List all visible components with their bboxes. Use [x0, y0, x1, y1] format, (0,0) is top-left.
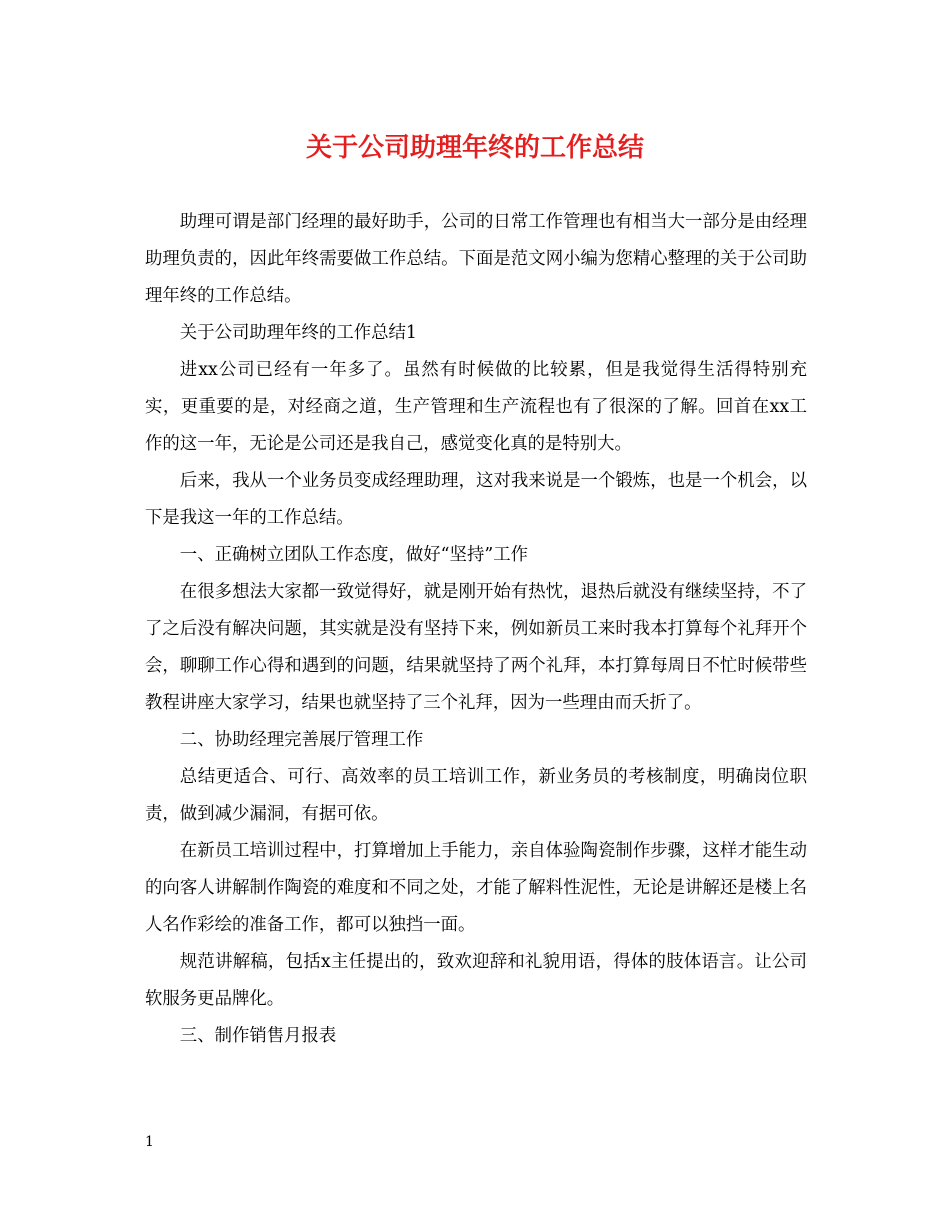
body-paragraph: 在很多想法大家都一致觉得好，就是刚开始有热忱，退热后就没有继续坚持，不了了之后没有解决问题，其实就是没有坚持下来，例如新员工来时我本打算每个礼拜开个会，聊聊工作心得和遇到的问题，结果就坚持了两个礼拜，本打算每周日不忙时候带些教程讲座大家学习，结果也就坚持了三个礼拜，因为一些理由而夭折了。 [145, 582, 807, 713]
document-title: 关于公司助理年终的工作总结 [305, 133, 644, 163]
section-heading-3: 三、制作销售月报表 [179, 1026, 337, 1046]
page-number: 1 [145, 1134, 154, 1150]
body-paragraph: 后来，我从一个业务员变成经理助理，这对我来说是一个锻炼，也是一个机会，以下是我这一年的工作总结。 [145, 471, 807, 528]
body-paragraph: 进xx公司已经有一年多了。虽然有时候做的比较累，但是我觉得生活得特别充实，更重要的是，对经商之道，生产管理和生产流程也有了很深的了解。回首在xx工作的这一年，无论是公司还是我自己，感觉变化真的是特别大。 [145, 360, 807, 454]
document-body [145, 204, 807, 1055]
intro-paragraph: 助理可谓是部门经理的最好助手，公司的日常工作管理也有相当大一部分是由经理助理负责的，因此年终需要做工作总结。下面是范文网小编为您精心整理的关于公司助理年终的工作总结。 [145, 212, 807, 306]
body-paragraph: 规范讲解稿，包括x主任提出的，致欢迎辞和礼貌用语，得体的肢体语言。让公司软服务更品牌化。 [145, 952, 807, 1009]
body-paragraph: 总结更适合、可行、高效率的员工培训工作，新业务员的考核制度，明确岗位职责，做到减少漏洞，有据可依。 [145, 767, 807, 824]
body-paragraph: 在新员工培训过程中，打算增加上手能力，亲自体验陶瓷制作步骤，这样才能生动的向客人讲解制作陶瓷的难度和不同之处，才能了解料性泥性，无论是讲解还是楼上名人名作彩绘的准备工作，都可以独挡一面。 [145, 841, 807, 935]
section-heading-summary-1: 关于公司助理年终的工作总结1 [179, 323, 417, 343]
section-heading-1: 一、正确树立团队工作态度，做好“坚持”工作 [179, 545, 529, 565]
section-heading-2: 二、协助经理完善展厅管理工作 [179, 730, 424, 750]
